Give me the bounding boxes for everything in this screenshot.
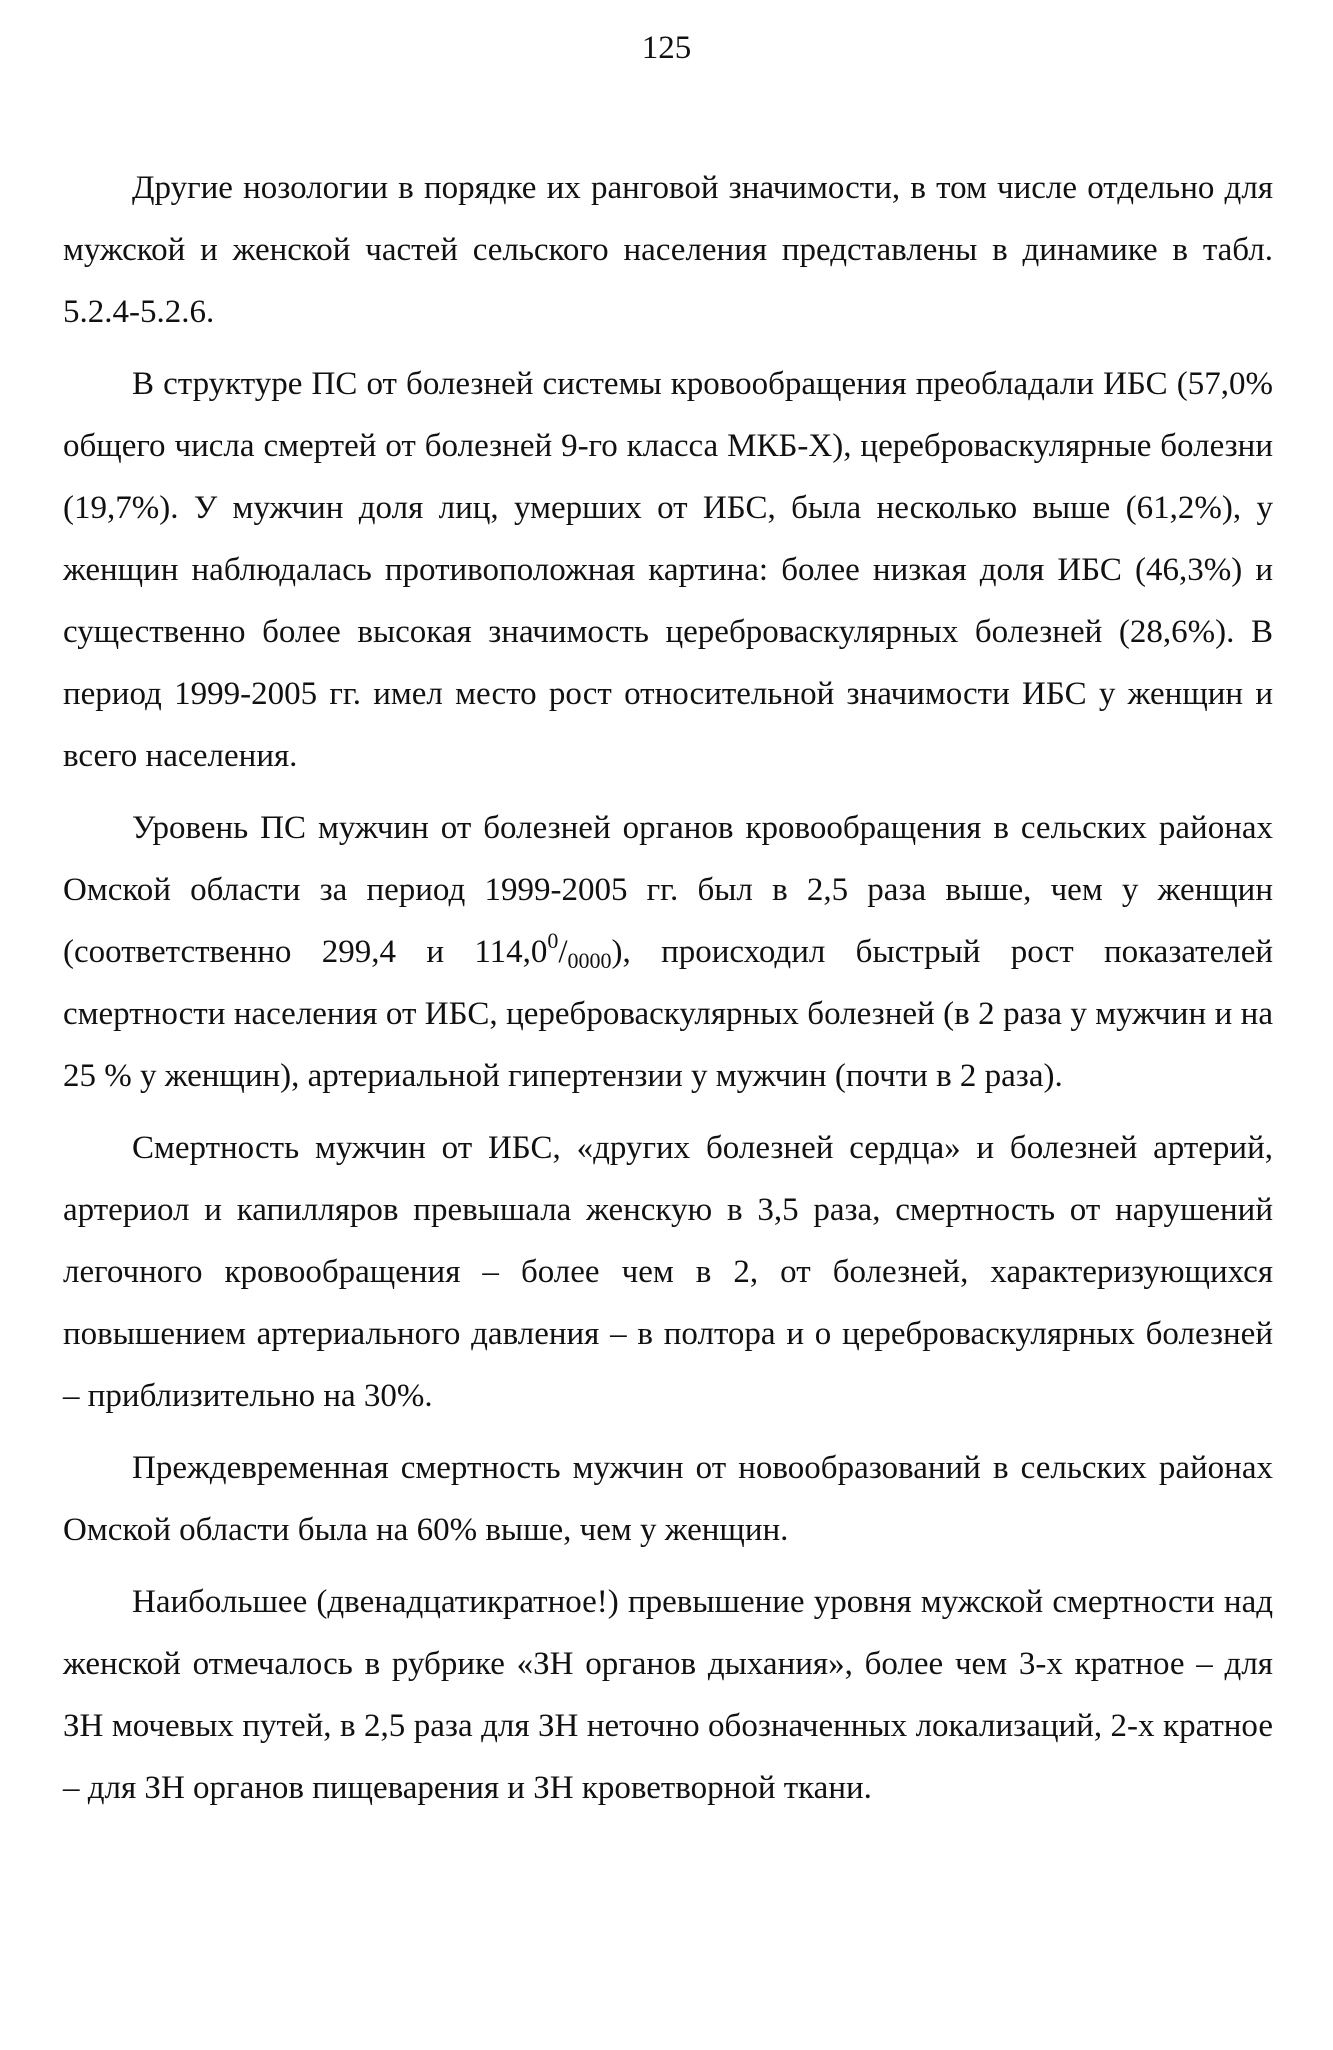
per-mille-slash: / [558, 934, 568, 970]
per-mille-superscript: 0 [547, 928, 559, 953]
paragraph-6: Наибольшее (двенадцатикратное!) превышение уровня мужской смертности над женской отмечалось в рубрике «ЗН органов дыхания», более чем 3-х кратное – для ЗН мочевых путей, в 2,5 раза для ЗН неточно обозначенных локализаций, 2-х кратное – для ЗН органов пищеварения и ЗН кроветворной ткани. [63, 1584, 1273, 1806]
paragraph-3-text-before: Уровень ПС мужчин от болезней органов кровообращения в сельских районах Омской области за период 1999-2005 гг. был в 2,5 раза выше, чем у женщин (соответственно 299,4 и 114,0 [63, 810, 1273, 970]
paragraph-4: Смертность мужчин от ИБС, «других болезней сердца» и болезней артерий, артериол и капилляров превышала женскую в 3,5 раза, смертность от нарушений легочного кровообращения – более чем в 2, от болезней, характеризующихся повышением артериального давления – в полтора и о цереброваскулярных болезней – приблизительно на 30%. [63, 1130, 1273, 1414]
paragraph-3 [63, 797, 1273, 1107]
body-text [63, 157, 1273, 1819]
paragraph-1: Другие нозологии в порядке их ранговой значимости, в том числе отдельно для мужской и женской частей сельского населения представлены в динамике в табл. 5.2.4-5.2.6. [63, 170, 1273, 330]
paragraph-3-text-after: ), происходил быстрый рост показателей смертности населения от ИБС, цереброваскулярных болезней (в 2 раза у мужчин и на 25 % у женщин), артериальной гипертензии у мужчин (почти в 2 раза). [63, 934, 1273, 1094]
per-mille-subscript: 0000 [567, 948, 612, 973]
paragraph-2: В структуре ПС от болезней системы кровообращения преобладали ИБС (57,0% общего числа смертей от болезней 9-го класса МКБ-Х), цереброваскулярные болезни (19,7%). У мужчин доля лиц, умерших от ИБС, была несколько выше (61,2%), у женщин наблюдалась противоположная картина: более низкая доля ИБС (46,3%) и существенно более высокая значимость цереброваскулярных болезней (28,6%). В период 1999-2005 гг. имел место рост относительной значимости ИБС у женщин и всего населения. [63, 366, 1273, 774]
page-number: 125 [641, 30, 692, 66]
paragraph-5: Преждевременная смертность мужчин от новообразований в сельских районах Омской области была на 60% выше, чем у женщин. [63, 1450, 1273, 1548]
